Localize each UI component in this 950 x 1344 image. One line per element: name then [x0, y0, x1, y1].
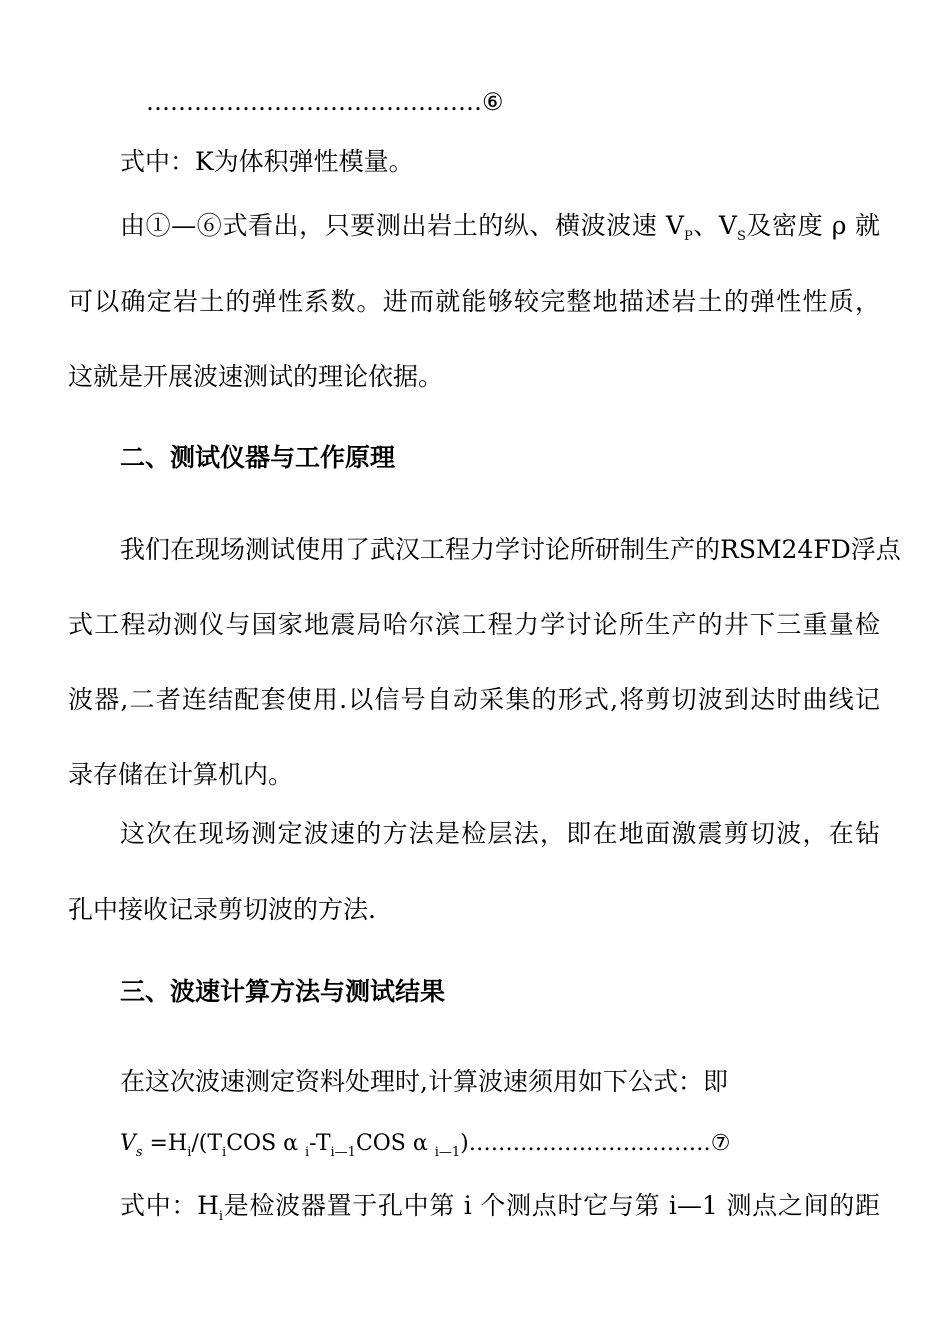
paragraph-k-note: 式中：K为体积弹性模量。: [120, 147, 414, 176]
paragraph-h-note-line-1: 式中：$H_i$是检波器置于孔中第 i 个测点时它与第 i—1 测点之间的距: [120, 1191, 880, 1224]
section-heading-2: 二、测试仪器与工作原理: [120, 443, 396, 472]
paragraph-conclusion-line-2: 可以确定岩土的弹性系数。进而就能够较完整地描述岩土的弹性性质，: [68, 287, 880, 316]
paragraph-conclusion-line-1: 由①—⑥式看出，只要测出岩土的纵、横波波速 $V_P$、$V_S$及密度 ρ 就: [120, 211, 880, 244]
paragraph-instruments-line-4: 录存储在计算机内。: [68, 760, 294, 789]
paragraph-conclusion-line-3: 这就是开展波速测试的理论依据。: [68, 362, 444, 391]
paragraph-instruments-line-3: 波器,二者连结配套使用.以信号自动采集的形式,将剪切波到达时曲线记: [68, 685, 880, 714]
paragraph-instruments-line-2: 式工程动测仪与国家地震局哈尔滨工程力学讨论所生产的井下三重量检: [68, 610, 880, 639]
paragraph-method-line-2: 孔中接收记录剪切波的方法.: [68, 895, 376, 924]
paragraph-instruments-line-1: 我们在现场测试使用了武汉工程力学讨论所研制生产的RSM24FD浮点: [120, 535, 901, 564]
section-heading-3: 三、波速计算方法与测试结果: [120, 977, 446, 1006]
equation-6-marker: ……………………………………⑥: [146, 88, 504, 116]
formula-7: $V_s =H_i/(T_iCOS$ α $_i-T_{i—1}COS$ α $_{i—1}$)……………………………⑦: [120, 1131, 731, 1160]
paragraph-method-line-1: 这次在现场测定波速的方法是检层法，即在地面激震剪切波，在钻: [120, 819, 880, 848]
paragraph-formula-intro: 在这次波速测定资料处理时,计算波速须用如下公式：即: [120, 1067, 728, 1096]
